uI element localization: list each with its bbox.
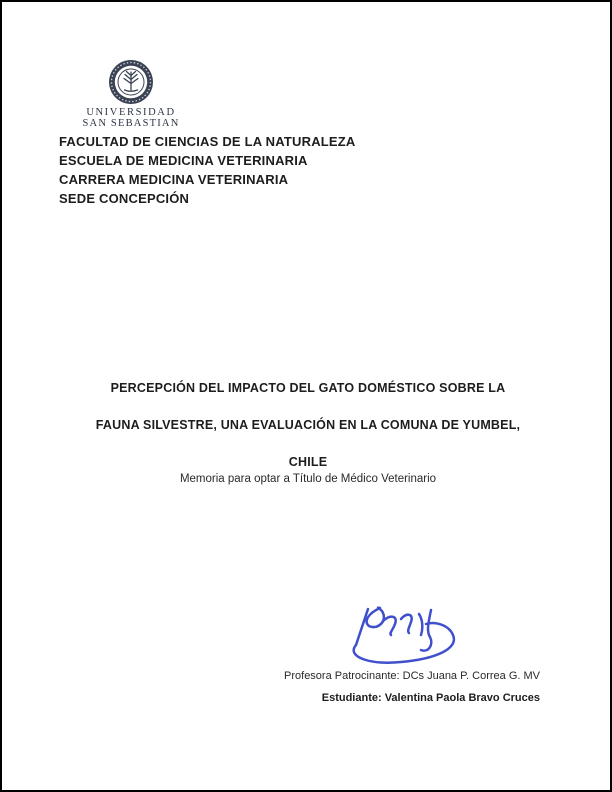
thesis-title-line1: PERCEPCIÓN DEL IMPACTO DEL GATO DOMÉSTICO SOBRE LA: [110, 381, 506, 395]
university-name-line1: UNIVERSIDAD: [86, 107, 176, 118]
thesis-subtitle: Memoria para optar a Título de Médico Veterinario: [179, 473, 437, 485]
career-line: CARRERA MEDICINA VETERINARIA: [59, 172, 289, 187]
school-line: ESCUELA DE MEDICINA VETERINARIA: [59, 153, 308, 168]
university-wordmark: [66, 108, 196, 129]
thesis-title-line3: CHILE: [288, 455, 328, 469]
faculty-line: FACULTAD DE CIENCIAS DE LA NATURALEZA: [59, 134, 356, 149]
advisor-signature: [338, 600, 480, 674]
university-logo: [66, 58, 196, 129]
student-credit: Estudiante: Valentina Paola Bravo Cruces: [321, 692, 540, 704]
thesis-title-line2: FAUNA SILVESTRE, UNA EVALUACIÓN EN LA COMUNA DE YUMBEL,: [95, 418, 521, 432]
institution-header: [59, 132, 539, 208]
thesis-title: [42, 370, 574, 481]
university-seal-icon: [107, 58, 155, 106]
university-name-line2: SAN SEBASTIAN: [82, 117, 180, 129]
campus-line: SEDE CONCEPCIÓN: [59, 191, 190, 206]
advisor-credit: Profesora Patrocinante: DCs Juana P. Correa G. MV: [284, 670, 540, 682]
